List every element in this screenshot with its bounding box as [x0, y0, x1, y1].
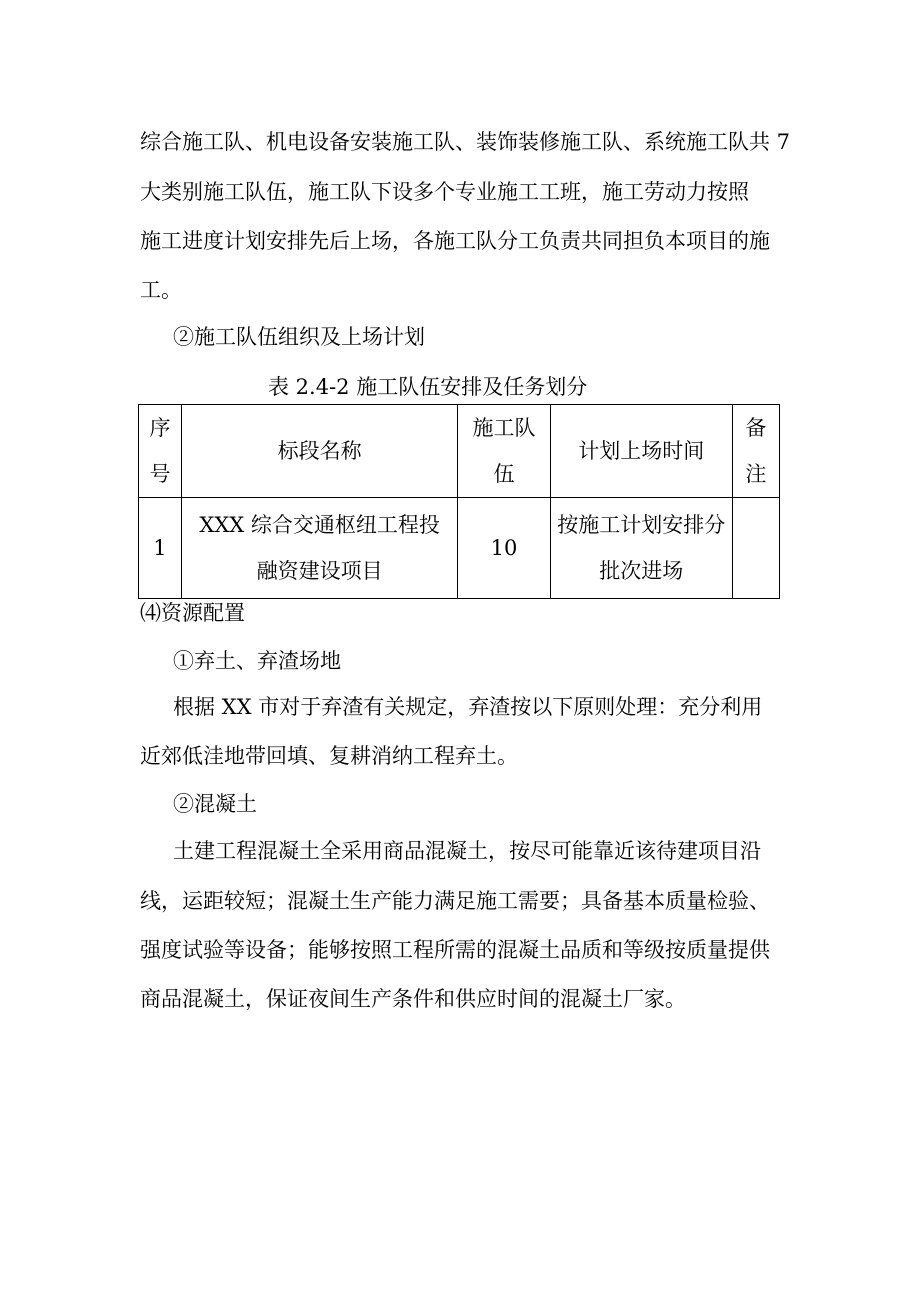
row-schedule-line1: 按施工计划安排分: [557, 513, 726, 537]
heading-concrete: ②混凝土: [173, 792, 257, 816]
row-seq: 1: [139, 498, 182, 599]
paragraph-concrete-line-1: 土建工程混凝土全采用商品混凝土，按尽可能靠近该待建项目沿: [173, 839, 761, 863]
header-remark: [732, 405, 779, 498]
paragraph1-line-1: 综合施工队、机电设备安装施工队、装饰装修施工队、系统施工队共 7: [140, 130, 791, 154]
paragraph1-line-4: 工。: [140, 278, 182, 302]
row-section-line2: 融资建设项目: [256, 559, 383, 583]
row-section-name: [181, 498, 458, 599]
header-schedule: 计划上场时间: [550, 405, 732, 498]
heading-team-plan: ②施工队伍组织及上场计划: [173, 325, 425, 349]
row-schedule-line2: 批次进场: [599, 559, 684, 583]
paragraph-spoil-line-1: 根据 XX 市对于弃渣有关规定，弃渣按以下原则处理：充分利用: [173, 695, 763, 719]
row-remark: [732, 498, 779, 599]
row-section-line1: XXX 综合交通枢纽工程投: [199, 513, 440, 537]
paragraph1-line-3: 施工进度计划安排先后上场，各施工队分工负责共同担负本项目的施: [140, 229, 770, 253]
header-seq-line1: 序: [149, 416, 171, 440]
header-section-name: 标段名称: [181, 405, 458, 498]
table-row: [139, 498, 780, 599]
paragraph-concrete-line-3: 强度试验等设备；能够按照工程所需的混凝土品质和等级按质量提供: [140, 938, 770, 962]
header-remark-line1: 备: [745, 416, 767, 440]
header-team: 施工队伍: [458, 405, 550, 498]
heading-resources: ⑷资源配置: [140, 601, 245, 625]
header-seq: [139, 405, 182, 498]
paragraph-concrete-line-4: 商品混凝土，保证夜间生产条件和供应时间的混凝土厂家。: [140, 987, 686, 1011]
paragraph1-line-2: 大类别施工队伍，施工队下设多个专业施工工班，施工劳动力按照: [140, 180, 749, 204]
team-assignment-table: [138, 404, 780, 599]
paragraph-concrete-line-2: 线，运距较短；混凝土生产能力满足施工需要；具备基本质量检验、: [140, 889, 770, 913]
row-team: 10: [458, 498, 550, 599]
table-header-row: [139, 405, 780, 498]
header-remark-line2: 注: [745, 462, 767, 486]
paragraph-spoil-line-2: 近郊低洼地带回填、复耕消纳工程弃土。: [140, 744, 518, 768]
row-schedule: [550, 498, 732, 599]
table-caption: 表 2.4-2 施工队伍安排及任务划分: [268, 375, 588, 399]
heading-spoil: ①弃土、弃渣场地: [173, 649, 341, 673]
header-seq-line2: 号: [149, 462, 171, 486]
